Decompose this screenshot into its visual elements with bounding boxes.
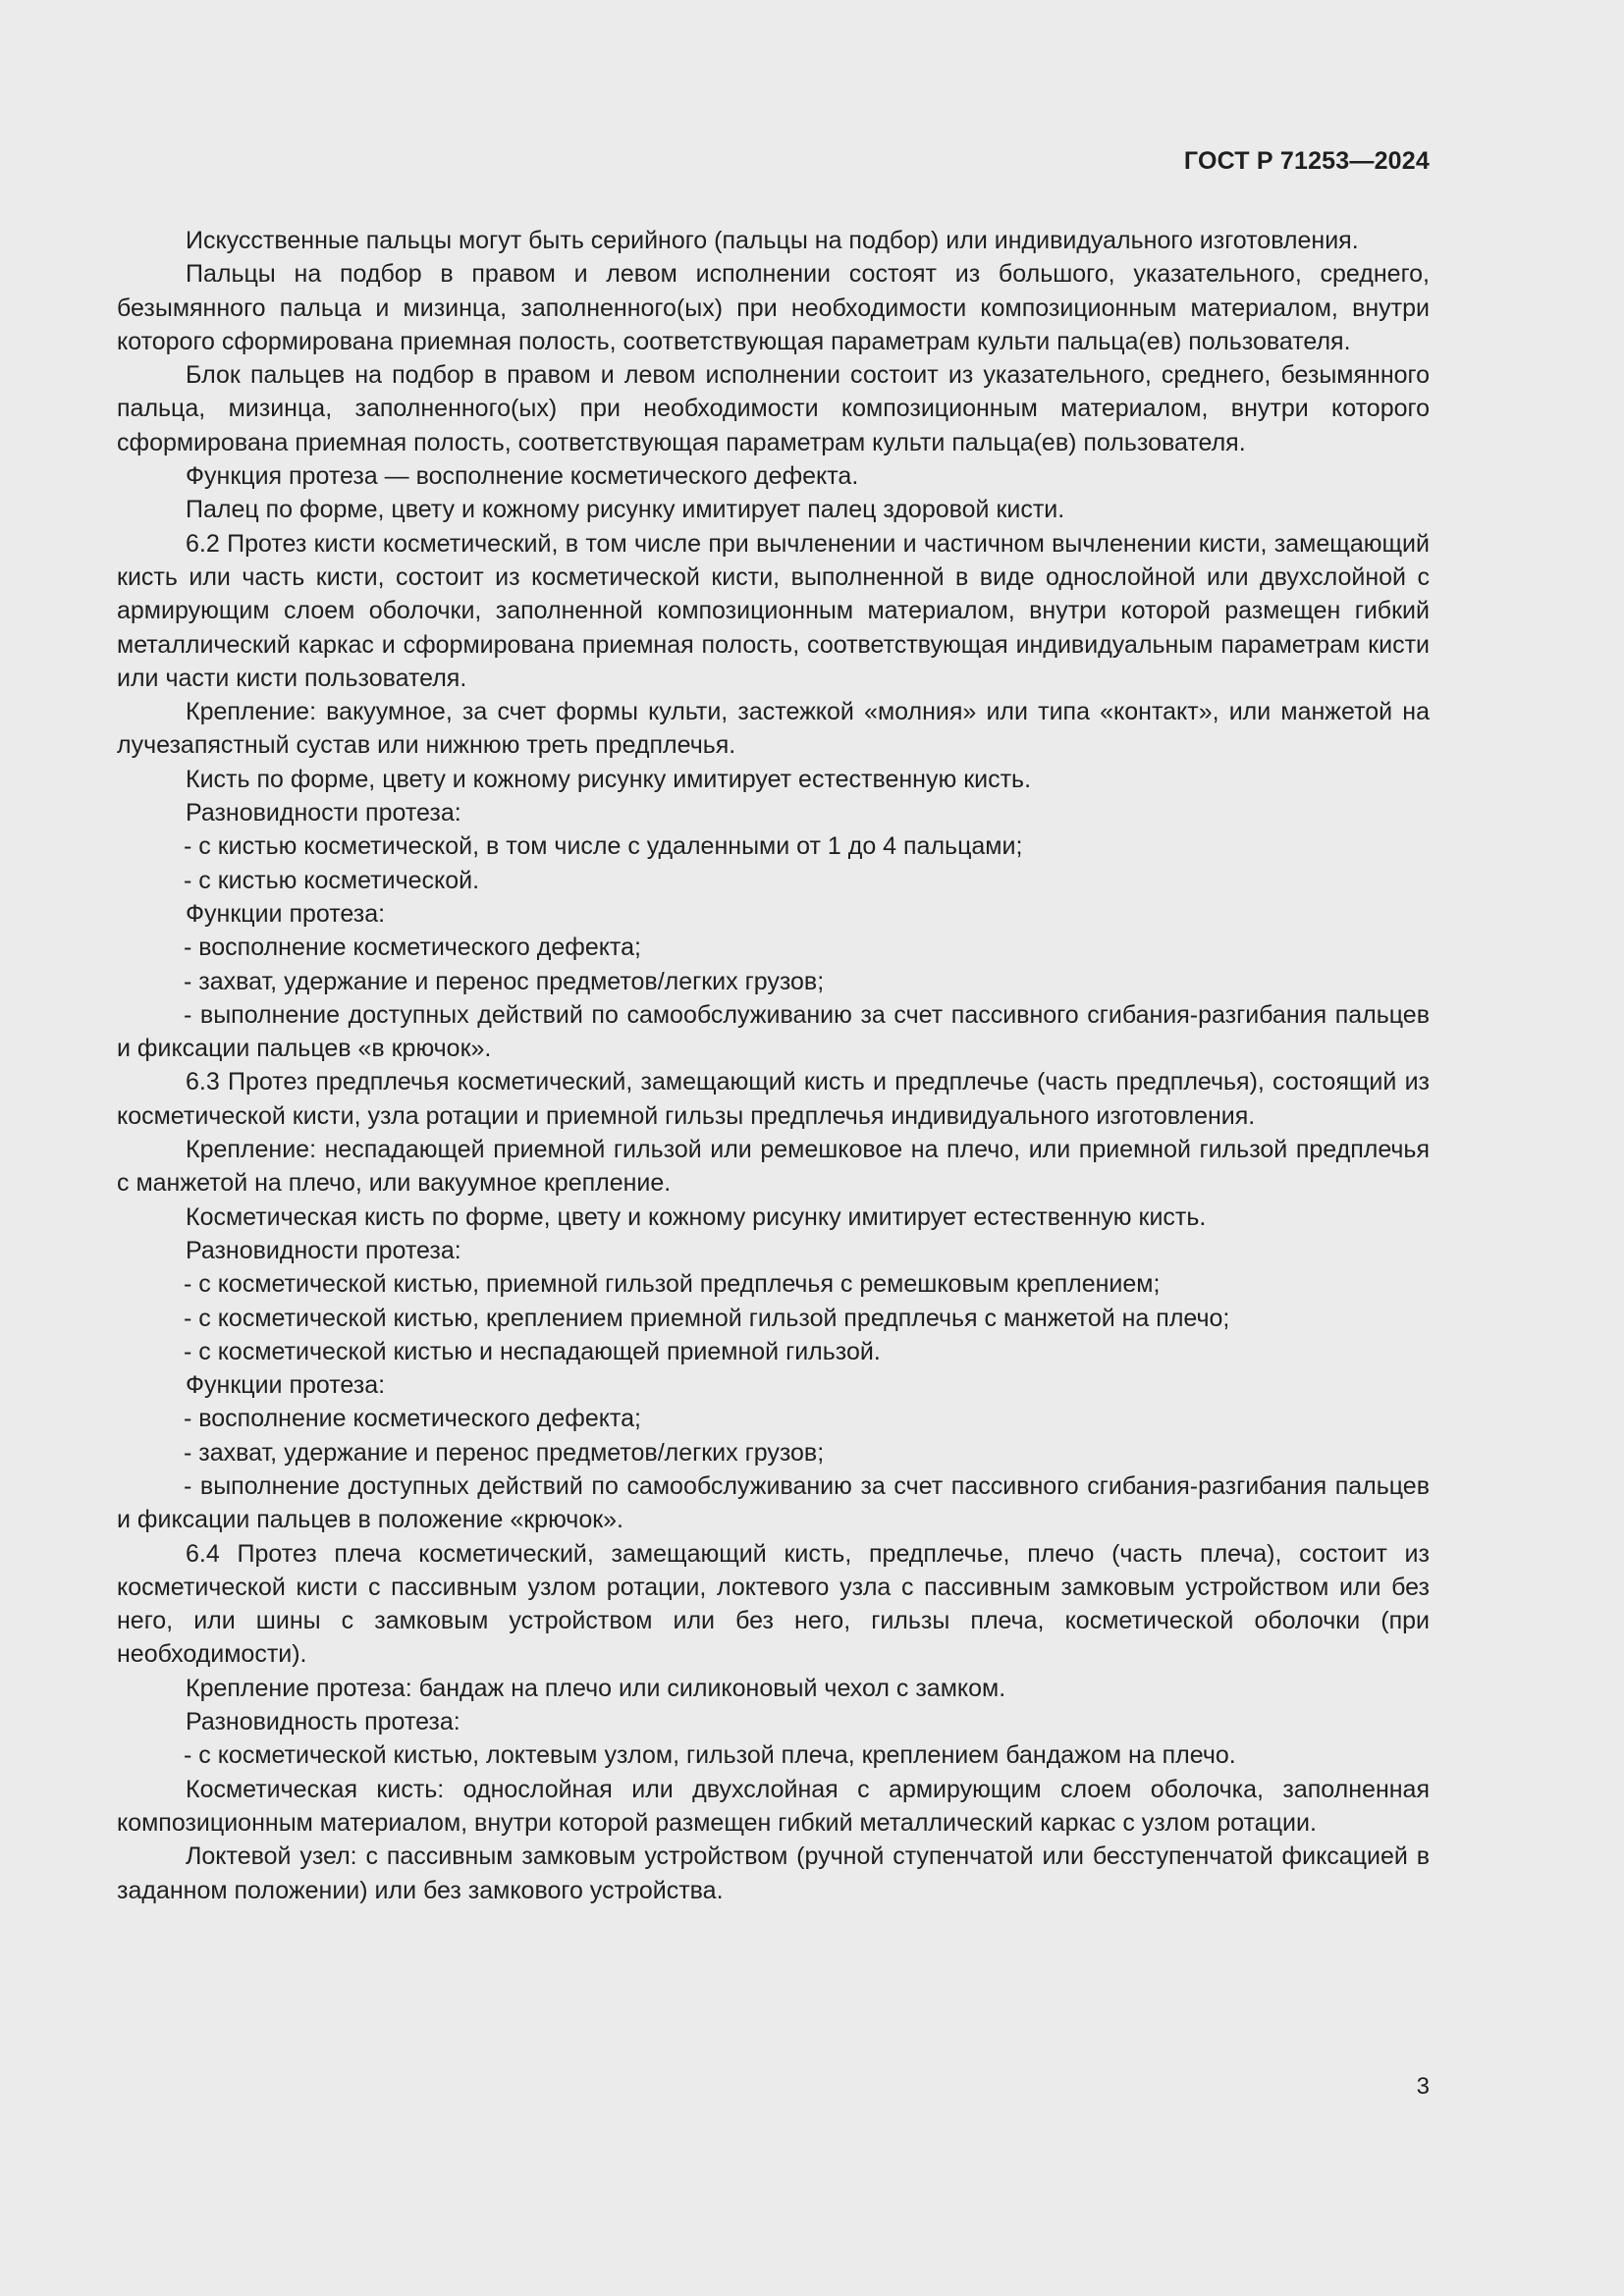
list-item: - с косметической кистью, приемной гильзой предплечья с ремешковым креплением; (184, 1270, 1161, 1299)
list-item: - с косметической кистью, креплением приемной гильзой предплечья с манжетой на плечо; (184, 1304, 1230, 1332)
section-paragraph-6-3: 6.3 Протез предплечья косметический, замещающий кисть и предплечье (часть предплечья), состоящий из косметической кисти, узла ротации и приемной гильзы предплечья индивидуального изготовления. (117, 1068, 1430, 1130)
paragraph: Крепление: вакуумное, за счет формы культи, застежкой «молния» или типа «контакт», или манжетой на лучезапястный сустав или нижнюю треть предплечья. (117, 698, 1430, 760)
paragraph: Разновидность протеза: (186, 1708, 460, 1736)
list-item: - выполнение доступных действий по самообслуживанию за счет пассивного сгибания-разгибания пальцев и фиксации пальцев в положение «крючок». (117, 1471, 1430, 1534)
list-item: - с косметической кистью и неспадающей приемной гильзой. (184, 1337, 881, 1365)
paragraph: Кисть по форме, цвету и кожному рисунку имитирует естественную кисть. (186, 765, 1032, 793)
paragraph: Разновидности протеза: (186, 1236, 461, 1264)
document-body (117, 224, 1430, 1907)
paragraph: Косметическая кисть по форме, цвету и кожному рисунку имитирует естественную кисть. (186, 1202, 1207, 1231)
paragraph: Искусственные пальцы могут быть серийного (пальцы на подбор) или индивидуального изготовления. (186, 227, 1359, 254)
paragraph: Разновидности протеза: (186, 799, 461, 828)
list-item: - с кистью косметической, в том числе с удаленными от 1 до 4 пальцами; (184, 832, 1023, 861)
paragraph: Крепление протеза: бандаж на плечо или силиконовый чехол с замком. (186, 1674, 1006, 1702)
paragraph: Пальцы на подбор в правом и левом исполнении состоят из большого, указательного, среднего, безымянного пальца и мизинца, заполненного(ых) при необходимости композиционным материалом, внутри которого сформирована приемная полость, соответствующая параметрам культи пальца(ев) пользователя. (117, 260, 1430, 355)
list-item: - с косметической кистью, локтевым узлом, гильзой плеча, креплением бандажом на плечо. (184, 1741, 1236, 1770)
list-item: - с кистью косметической. (184, 866, 480, 894)
paragraph: Блок пальцев на подбор в правом и левом исполнении состоит из указательного, среднего, безымянного пальца, мизинца, заполненного(ых) при необходимости композиционным материалом, внутри которого сформирована приемная полость, соответствующая параметрам культи пальца(ев) пользователя. (117, 361, 1430, 456)
paragraph: Локтевой узел: с пассивным замковым устройством (ручной ступенчатой или бесступенчатой фиксацией в заданном положении) или без замкового устройства. (117, 1842, 1430, 1904)
list-item: - восполнение косметического дефекта; (184, 934, 641, 962)
list-item: - восполнение косметического дефекта; (184, 1405, 641, 1433)
list-item: - выполнение доступных действий по самообслуживанию за счет пассивного сгибания-разгибания пальцев и фиксации пальцев «в крючок». (117, 1000, 1430, 1063)
document-header: ГОСТ Р 71253—2024 (1183, 147, 1430, 175)
paragraph: Функции протеза: (186, 899, 386, 928)
paragraph: Крепление: неспадающей приемной гильзой или ремешковое на плечо, или приемной гильзой предплечья с манжетой на плечо, или вакуумное крепление. (117, 1136, 1430, 1198)
section-paragraph-6-2: 6.2 Протез кисти косметический, в том числе при вычленении и частичном вычленении кисти, замещающий кисть или часть кисти, состоит из косметической кисти, выполненной в виде однослойной или двухслойной с армирующим слоем оболочки, заполненной композиционным материалом, внутри которой размещен гибкий металлический каркас и сформирована приемная полость, соответствующая индивидуальным параметрам кисти или части кисти пользователя. (117, 529, 1430, 692)
list-item: - захват, удержание и перенос предметов/легких грузов; (184, 1438, 825, 1467)
page-number: 3 (1416, 2073, 1430, 2100)
paragraph: Функции протеза: (186, 1371, 386, 1400)
paragraph: Функция протеза — восполнение косметического дефекта. (186, 462, 859, 491)
paragraph: Палец по форме, цвету и кожному рисунку имитирует палец здоровой кисти. (186, 496, 1065, 524)
list-item: - захват, удержание и перенос предметов/легких грузов; (184, 967, 825, 995)
section-paragraph-6-4: 6.4 Протез плеча косметический, замещающий кисть, предплечье, плечо (часть плеча), состоит из косметической кисти с пассивным узлом ротации, локтевого узла с пассивным замковым устройством или без него, или шины с замковым устройством или без него, гильзы плеча, косметической оболочки (при необходимости). (117, 1539, 1430, 1669)
paragraph: Косметическая кисть: однослойная или двухслойная с армирующим слоем оболочка, заполненная композиционным материалом, внутри которой размещен гибкий металлический каркас с узлом ротации. (117, 1775, 1430, 1837)
